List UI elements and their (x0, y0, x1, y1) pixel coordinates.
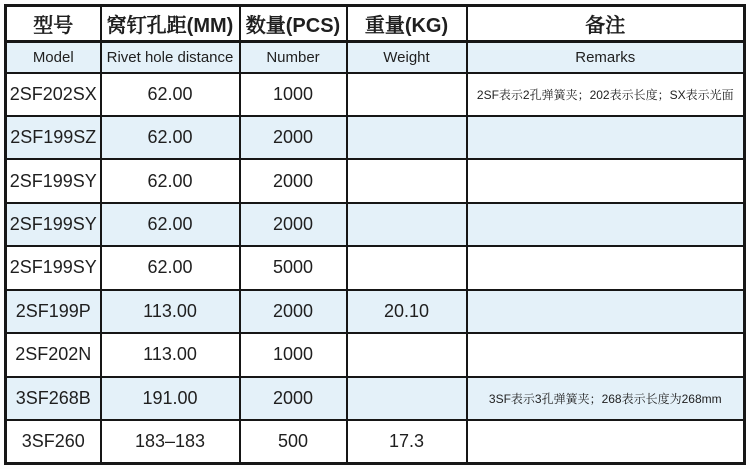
model-cell: 2SF199SY (6, 159, 101, 202)
table-row (6, 290, 745, 333)
weight-cell (347, 159, 467, 202)
model-cell: 2SF199SY (6, 203, 101, 246)
quantity-cell: 2000 (240, 203, 347, 246)
table-row (6, 420, 745, 464)
weight-cell: 20.10 (347, 290, 467, 333)
table-row (6, 377, 745, 420)
quantity-cell: 1000 (240, 73, 347, 116)
weight-cell (347, 116, 467, 159)
header-remarks-en: Remarks (467, 42, 745, 73)
header-model-cn: 型号 (6, 6, 101, 42)
weight-cell (347, 377, 467, 420)
distance-cell: 62.00 (101, 159, 240, 202)
table-row (6, 246, 745, 289)
spec-table (4, 4, 746, 465)
model-cell: 2SF202N (6, 333, 101, 376)
header-distance-cn: 窝钉孔距(MM) (101, 6, 240, 42)
header-row-en (6, 42, 745, 73)
remark-cell (467, 290, 745, 333)
remark-cell (467, 420, 745, 464)
remark-cell (467, 333, 745, 376)
quantity-cell: 2000 (240, 159, 347, 202)
distance-cell: 113.00 (101, 333, 240, 376)
weight-cell (347, 333, 467, 376)
model-cell: 3SF260 (6, 420, 101, 464)
remark-cell (467, 116, 745, 159)
quantity-cell: 500 (240, 420, 347, 464)
model-cell: 2SF199P (6, 290, 101, 333)
quantity-cell: 2000 (240, 377, 347, 420)
quantity-cell: 2000 (240, 116, 347, 159)
header-distance-en: Rivet hole distance (101, 42, 240, 73)
header-quantity-cn: 数量(PCS) (240, 6, 347, 42)
header-weight-en: Weight (347, 42, 467, 73)
table-row (6, 73, 745, 116)
quantity-cell: 2000 (240, 290, 347, 333)
remark-cell: 3SF表示3孔弹簧夹；268表示长度为268mm (467, 377, 745, 420)
table-row (6, 203, 745, 246)
remark-cell (467, 203, 745, 246)
header-row-cn (6, 6, 745, 42)
distance-cell: 62.00 (101, 116, 240, 159)
quantity-cell: 1000 (240, 333, 347, 376)
remark-cell: 2SF表示2孔弹簧夹；202表示长度；SX表示光面 (467, 73, 745, 116)
model-cell: 3SF268B (6, 377, 101, 420)
header-model-en: Model (6, 42, 101, 73)
header-weight-cn: 重量(KG) (347, 6, 467, 42)
distance-cell: 62.00 (101, 203, 240, 246)
remark-cell (467, 246, 745, 289)
table-row (6, 116, 745, 159)
table-row (6, 159, 745, 202)
spec-table-body (6, 73, 745, 464)
quantity-cell: 5000 (240, 246, 347, 289)
model-cell: 2SF199SZ (6, 116, 101, 159)
table-row (6, 333, 745, 376)
distance-cell: 183–183 (101, 420, 240, 464)
weight-cell (347, 73, 467, 116)
distance-cell: 62.00 (101, 73, 240, 116)
weight-cell (347, 246, 467, 289)
model-cell: 2SF202SX (6, 73, 101, 116)
header-quantity-en: Number (240, 42, 347, 73)
remark-cell (467, 159, 745, 202)
header-remarks-cn: 备注 (467, 6, 745, 42)
distance-cell: 62.00 (101, 246, 240, 289)
distance-cell: 191.00 (101, 377, 240, 420)
model-cell: 2SF199SY (6, 246, 101, 289)
weight-cell: 17.3 (347, 420, 467, 464)
weight-cell (347, 203, 467, 246)
distance-cell: 113.00 (101, 290, 240, 333)
